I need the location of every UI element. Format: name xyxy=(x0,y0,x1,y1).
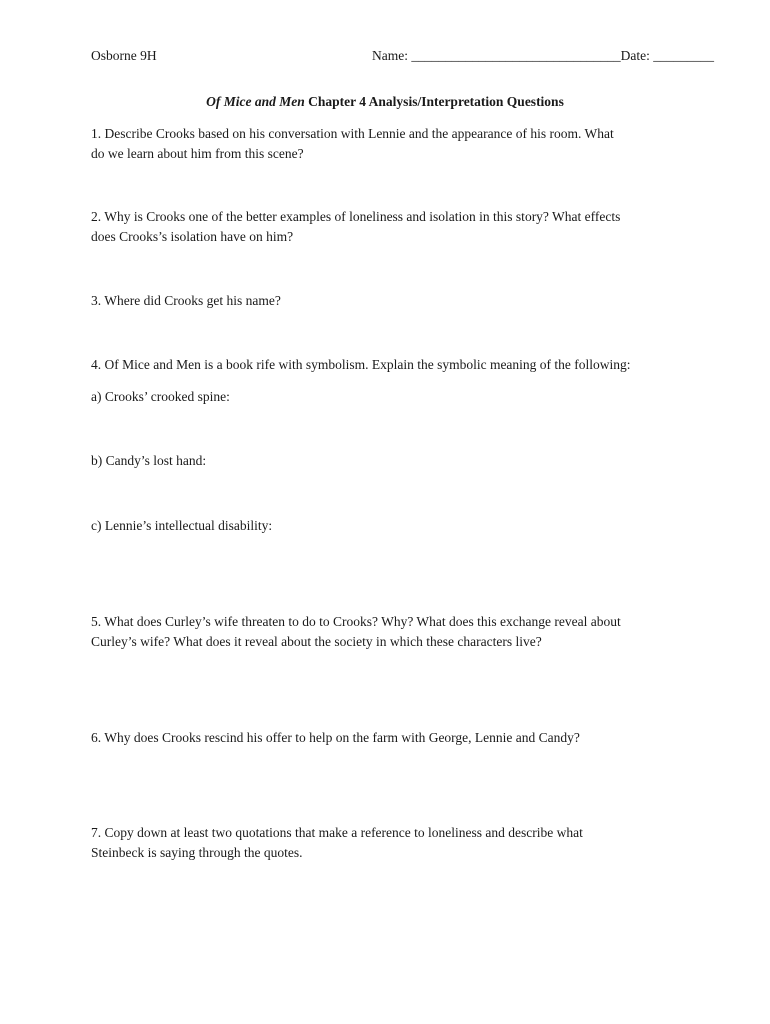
book-title: Of Mice and Men xyxy=(206,94,305,109)
question-1-line-1: 1. Describe Crooks based on his conversation with Lennie and the appearance of his room. What xyxy=(91,126,614,141)
question-4: 4. Of Mice and Men is a book rife with symbolism. Explain the symbolic meaning of the following: xyxy=(91,357,631,372)
name-date-fields: Name: _______________________________Date: _________ xyxy=(372,48,714,63)
question-4a: a) Crooks’ crooked spine: xyxy=(91,389,230,404)
title-rest: Chapter 4 Analysis/Interpretation Questions xyxy=(304,94,564,109)
question-5-line-1: 5. What does Curley’s wife threaten to do to Crooks? Why? What does this exchange reveal about xyxy=(91,614,621,629)
question-6: 6. Why does Crooks rescind his offer to help on the farm with George, Lennie and Candy? xyxy=(91,730,580,745)
question-2-line-1: 2. Why is Crooks one of the better examples of loneliness and isolation in this story? What effects xyxy=(91,209,621,224)
question-5-line-2: Curley’s wife? What does it reveal about the society in which these characters live? xyxy=(91,634,542,649)
question-4c: c) Lennie’s intellectual disability: xyxy=(91,518,273,533)
question-3: 3. Where did Crooks get his name? xyxy=(91,293,281,308)
question-7-line-1: 7. Copy down at least two quotations that make a reference to loneliness and describe what xyxy=(91,825,583,840)
worksheet-title xyxy=(0,92,770,112)
class-label: Osborne 9H xyxy=(91,48,157,63)
question-7-line-2: Steinbeck is saying through the quotes. xyxy=(91,845,303,860)
question-1-line-2: do we learn about him from this scene? xyxy=(91,146,304,161)
question-4b: b) Candy’s lost hand: xyxy=(91,453,207,468)
question-2-line-2: does Crooks’s isolation have on him? xyxy=(91,229,294,244)
